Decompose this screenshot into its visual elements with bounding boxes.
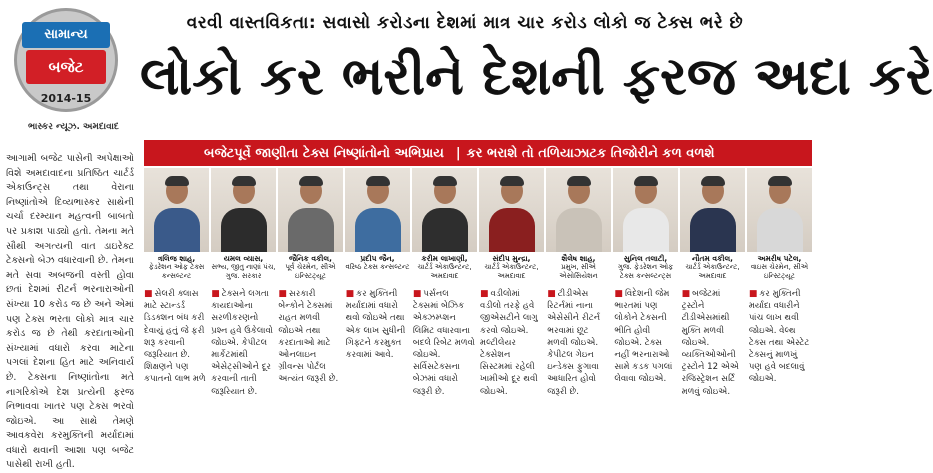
byline: ભાસ્કર ન્યૂઝ. અમદાવાદ bbox=[28, 122, 119, 132]
expert-caption bbox=[278, 254, 343, 284]
expert-role: સભ્ય, જીતુ નાણાં પંચ, ગુજ. સરકાર bbox=[211, 263, 276, 280]
expert-torso bbox=[221, 208, 267, 252]
expert-caption bbox=[680, 254, 745, 284]
opinion-text: સેલરી ક્લાસ માટે સ્ટાન્ડર્ડ ડિડક્શન બંધ કરી દેવાયું હતું જે ફરી શરૂ કરવાની જરૂરિયાત છે. શિક્ષણને પણ કપાતનો લાભ મળે bbox=[144, 289, 206, 385]
expert-name: અમરીષ પટેલ, bbox=[757, 254, 802, 263]
bullet-icon: ■ bbox=[748, 289, 758, 299]
expert-photo bbox=[412, 168, 477, 252]
expert-columns bbox=[144, 288, 812, 440]
bullet-icon: ■ bbox=[614, 289, 623, 299]
expert-caption bbox=[613, 254, 678, 284]
expert-photo bbox=[680, 168, 745, 252]
expert-hair bbox=[433, 176, 457, 186]
expert-torso bbox=[757, 208, 803, 252]
badge-mid-label: બજેટ bbox=[26, 50, 106, 84]
expert-role: પૂર્વ ચેરમેન, સીએ ઇન્સ્ટિટ્યૂટ bbox=[285, 263, 336, 280]
bullet-icon: ■ bbox=[412, 289, 422, 299]
expert-captions bbox=[144, 254, 812, 284]
expert-opinion bbox=[413, 288, 476, 440]
expert-name: શૈલેષ શાહ, bbox=[561, 254, 596, 263]
banner-right-text: કર ભરાશે તો તળિયાઝાટક તિજોરીને કળ વળશે bbox=[466, 145, 715, 161]
bullet-icon: ■ bbox=[144, 289, 153, 299]
expert-opinion bbox=[749, 288, 812, 440]
expert-role: ચાર્ટર્ડ એકાઉન્ટન્ટ, અમદાવાદ bbox=[484, 263, 539, 280]
expert-hair bbox=[165, 176, 189, 186]
budget-badge bbox=[8, 8, 124, 116]
expert-hair bbox=[701, 176, 725, 186]
strap-headline: વરવી વાસ્તવિકતા: સવાસો કરોડના દેશમાં માત્ર ચાર કરોડ લોકો જ ટેક્સ ભરે છે bbox=[186, 13, 744, 33]
expert-hair bbox=[299, 176, 323, 186]
expert-role: વાઇસ ચેરમેન, સીએ ઇન્સ્ટિટ્યૂટ bbox=[750, 263, 809, 280]
bullet-icon: ■ bbox=[480, 289, 489, 299]
expert-torso bbox=[288, 208, 334, 252]
expert-photo bbox=[278, 168, 343, 252]
expert-torso bbox=[154, 208, 200, 252]
expert-torso bbox=[355, 208, 401, 252]
badge-year: 2014-15 bbox=[40, 92, 92, 105]
expert-caption bbox=[479, 254, 544, 284]
expert-photo bbox=[479, 168, 544, 252]
opinion-text: વિદેશની જેમ ભારતમાં પણ લોકોને ટેક્સની ભીતિ હોવી જોઇએ. ટેક્સ નહીં ભરનારાઓ સામે કડક પગલાં લેવાવા જોઇએ. bbox=[614, 289, 673, 385]
expert-opinion bbox=[211, 288, 274, 440]
bullet-icon: ■ bbox=[278, 289, 287, 299]
expert-opinion bbox=[480, 288, 543, 440]
expert-name: સુનિલ તલાટી, bbox=[623, 254, 668, 263]
opinion-text: ટીડીએસ રિટર્નમાં નાના એસેસીને રીટર્ન ભરવામાં છૂટ મળવી જોઇએ. કેપીટલ ગેઇન ઇન્ડેક્સ ફુગાવા આધારિત હોવો જરૂરી છે. bbox=[547, 289, 601, 397]
expert-torso bbox=[556, 208, 602, 252]
expert-name: પ્રદીપ જૈન, bbox=[360, 254, 395, 263]
bullet-icon: ■ bbox=[211, 289, 220, 299]
expert-role: વરિષ્ઠ ટેક્સ કન્સલ્ટન્ટ bbox=[345, 263, 410, 271]
opinion-text: પર્સનલ ટેક્સમાં બેઝિક એક્ઝમ્પ્શન લિમિટ વધારવાના બદલે રિબેટ મળવો જોઇએ. સર્વિસટેક્સના બેઝમાં વધારો જરૂરી છે. bbox=[412, 289, 476, 397]
banner-left-text: બજેટપૂર્વે જાણીતા ટેક્સ નિષ્ણાંતોનો અભિપ્રાય bbox=[204, 145, 444, 161]
opinion-text: કર મુક્તિની મર્યાદામાં વધારો થવો જોઇએ તથા એક લાખ સુધીની ગિફ્ટને કરમુક્ત કરવામાં આવે. bbox=[345, 289, 406, 361]
opinion-text: વડીલોમાં વડીલો તરફે હવે જીએસટીને લાગુ કરવો જોઇએ. મલ્ટીલેયર ટેક્સેશન સિસ્ટમમાં રહેલી ખામીઓ દૂર થવી જોઇએ. bbox=[480, 289, 538, 397]
expert-name: ત્રલિજ શાહ, bbox=[157, 254, 196, 263]
expert-caption bbox=[546, 254, 611, 284]
expert-hair bbox=[500, 176, 524, 186]
expert-opinion bbox=[547, 288, 610, 440]
intro-paragraph: આગામી બજેટ પાસેની અપેક્ષાઓ વિશે અમદાવાદના પ્રતિષ્ઠિત ચાર્ટર્ડ એકાઉન્ટ્સ તથા વેરાના નિષ્ણાંતોએ દિવ્યભાસ્કર સાથેની ચર્ચા દરમ્યાન મહત્વની બાબતો પર પ્રકાશ પાડ્યો હતો. તેમના મતે સૌથી અગત્યની વાત ડાઇરેક્ટ ટેક્સનો બેઝ વધારવાની છે. તેમના મતે સવા અબજની વસ્તી હોવા છતાં દેશમાં રીટર્ન ભરનારાઓની સંખ્યા 10 કરોડ જ છે અને એમાં પણ ટેક્સ ભરતા લોકો માત્ર ચાર કરોડ જ છે તેથી કરદાતાઓની સંખ્યામાં વધારો કરવા માટેના પગલાં દેશના હિત માટે અનિવાર્ય છે. ટેક્સના નિષ્ણાંતોના મતે નાગરિકોએ દેશ પ્રત્યેની ફરજ નિભાવવા ખાતર પણ ટેક્સ ભરવો જોઇએ. આ સાથે તેમણે આવકવેરા કરમુક્તિની મર્યાદામાં વધારો થવાની આશા પણ બજેટ પાસેથી રાખી હતી. bbox=[6, 153, 134, 471]
bullet-icon: ■ bbox=[681, 289, 691, 299]
banner-separator: | bbox=[455, 145, 461, 161]
expert-name: નૌતમ વકીલ, bbox=[691, 254, 734, 263]
expert-torso bbox=[623, 208, 669, 252]
expert-opinion bbox=[278, 288, 341, 440]
expert-caption bbox=[211, 254, 276, 284]
opinion-text: બજેટમાં ટ્રસ્ટોને ટીડીએસમાંથી મુક્તિ મળવી જોઇએ. વ્યક્તિઓઓની ટ્રસ્ટોને 12 એએ રજિસ્ટ્રેશન સર્ટિ મળવું જોઇએ. bbox=[681, 289, 739, 397]
expert-hair bbox=[768, 176, 792, 186]
expert-caption bbox=[345, 254, 410, 284]
opinion-banner bbox=[144, 140, 812, 166]
expert-hair bbox=[232, 176, 256, 186]
expert-photo bbox=[211, 168, 276, 252]
expert-role: ફેડરેશન ઓફ ટેક્સ કન્સલ્ટન્ટ bbox=[148, 263, 205, 280]
expert-torso bbox=[690, 208, 736, 252]
expert-role: પ્રમુખ, સીએ એસોસિયેશન bbox=[559, 263, 598, 280]
main-headline: લોકો કર ભરીને દેશની ફરજ અદા કરે bbox=[140, 47, 933, 107]
bullet-icon: ■ bbox=[547, 289, 556, 299]
expert-role: ચાર્ટર્ડ એકાઉન્ટન્ટ, અમદાવાદ bbox=[417, 263, 472, 280]
expert-name: યમલ વ્યાસ, bbox=[223, 254, 264, 263]
expert-opinion bbox=[614, 288, 677, 440]
badge-top-label: સામાન્ય bbox=[22, 22, 110, 48]
expert-hair bbox=[366, 176, 390, 186]
expert-caption bbox=[747, 254, 812, 284]
expert-photo bbox=[546, 168, 611, 252]
expert-photos bbox=[144, 168, 812, 252]
expert-role: ચાર્ટર્ડ એકાઉન્ટન્ટ, અમદાવાદ bbox=[685, 263, 740, 280]
opinion-text: સરકારી બેન્કોને ટેક્સમાં રાહત મળવી જોઇએ તથા કરદાતાઓ માટે ઓનલાઇન ગ્રીવન્સ પોર્ટલ અત્યંત જરૂરી છે. bbox=[278, 289, 339, 385]
expert-name: જૈનિક વકીલ, bbox=[289, 254, 332, 263]
expert-photo bbox=[613, 168, 678, 252]
expert-photo bbox=[747, 168, 812, 252]
expert-torso bbox=[489, 208, 535, 252]
expert-photo bbox=[144, 168, 209, 252]
expert-opinion bbox=[346, 288, 409, 440]
expert-role: ગુજ. ફેડરેશન ઓફ ટેક્સ કન્સલ્ટન્ટ્સ bbox=[617, 263, 674, 280]
expert-name: કરીમ લાખાણી, bbox=[421, 254, 468, 263]
bullet-icon: ■ bbox=[345, 289, 355, 299]
expert-opinion bbox=[682, 288, 745, 440]
expert-opinion bbox=[144, 288, 207, 440]
opinion-text: કર મુક્તિની મર્યાદા વધારીને પાંચ લાખ થવી જોઇએ. વેલ્થ ટેક્સ તથા એસ્ટેટ ટેક્સનું માળખું પણ હવે બદલાવું જોઇએ. bbox=[748, 289, 810, 385]
expert-caption bbox=[412, 254, 477, 284]
expert-torso bbox=[422, 208, 468, 252]
expert-caption bbox=[144, 254, 209, 284]
expert-hair bbox=[634, 176, 658, 186]
opinion-text: ટેક્સને લગતા કાયદાઓના સરળીકરણનો પ્રશ્ન હવે ઉકેલાવો જોઇએ. કેપીટલ માર્કેટમાંથી એસેટ્સીઓને દૂર કરવાની તાતી જરૂરિયાત છે. bbox=[211, 289, 273, 397]
expert-name: સંદીપ મુન્દ્રા, bbox=[492, 254, 531, 263]
expert-hair bbox=[567, 176, 591, 186]
expert-photo bbox=[345, 168, 410, 252]
